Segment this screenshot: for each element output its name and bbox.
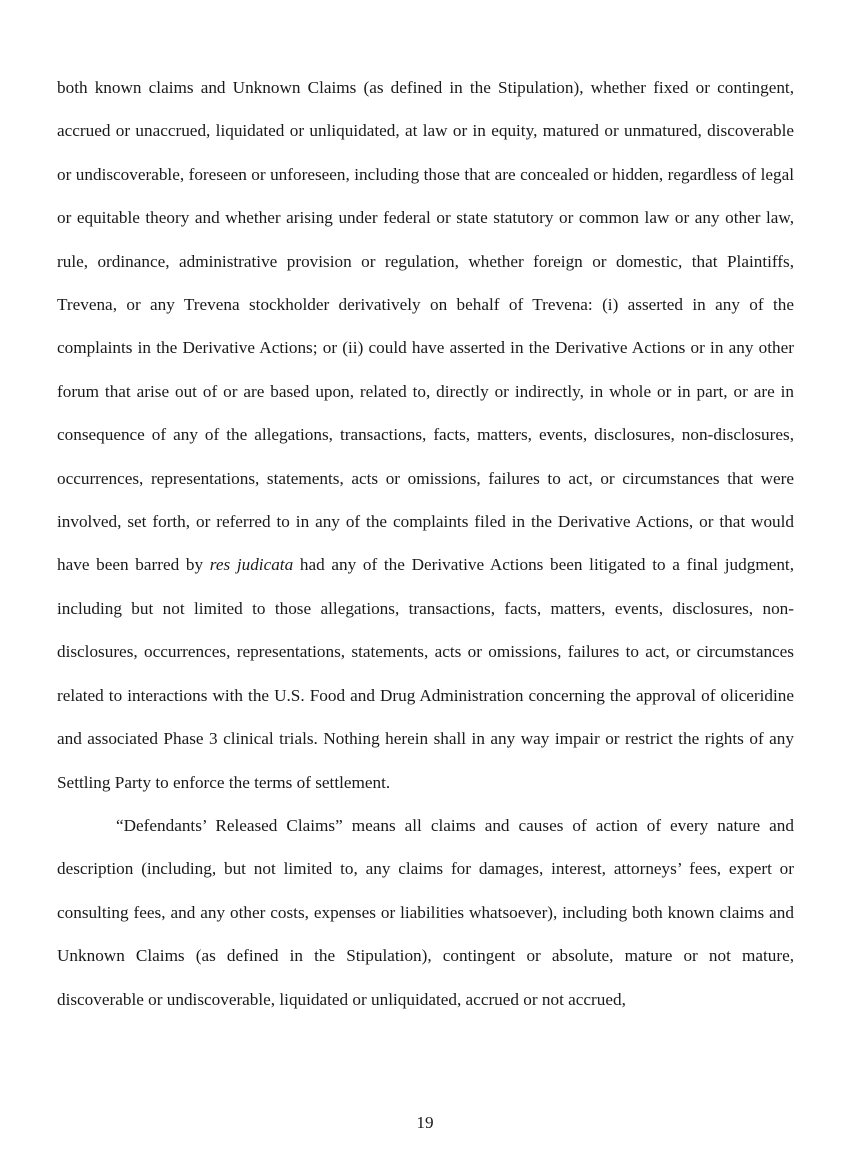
body-text xyxy=(57,66,794,1021)
paragraph-defendants-released-claims: “Defendants’ Released Claims” means all claims and causes of action of every nature and description (including, but not limited to, any claims for damages, interest, attorneys’ fees, expert or consulting fees, and any other costs, expenses or liabilities whatsoever), including both known claims and Unknown Claims (as defined in the Stipulation), contingent or absolute, mature or not mature, discoverable or undiscoverable, liquidated or unliquidated, accrued or not accrued, xyxy=(57,815,794,1009)
paragraph-text-part-1: both known claims and Unknown Claims (as defined in the Stipulation), whether fixed or contingent, accrued or unaccrued, liquidated or unliquidated, at law or in equity, matured or unmatured, discoverable or undiscoverable, foreseen or unforeseen, including those that are concealed or hidden, regardless of legal or equitable theory and whether arising under federal or state statutory or common law or any other law, rule, ordinance, administrative provision or regulation, whether foreign or domestic, that Plaintiffs, Trevena, or any Trevena stockholder derivatively on behalf of Trevena: (i) asserted in any of the complaints in the Derivative Actions; or (ii) could have asserted in the Derivative Actions or in any other forum that arise out of or are based upon, related to, directly or indirectly, in whole or in part, or are in consequence of any of the allegations, transactions, facts, matters, events, disclosures, non-disclosures, occurrences, representations, statements, acts or omissions, failures to act, or circumstances that were involved, set forth, or referred to in any of the complaints filed in the Derivative Actions, or that would have been barred by xyxy=(57,78,794,575)
page-number: 19 xyxy=(416,1113,434,1132)
paragraph-released-claims-continued xyxy=(57,66,794,804)
italic-term-res-judicata: res judicata xyxy=(209,555,294,575)
paragraph-text-part-2: had any of the Derivative Actions been litigated to a final judgment, including but not limited to those allegations, transactions, facts, matters, events, disclosures, non-disclosures, occurrences, representations, statements, acts or omissions, failures to act, or circumstances related to interactions with the U.S. Food and Drug Administration concerning the approval of oliceridine and associated Phase 3 clinical trials. Nothing herein shall in any way impair or restrict the rights of any Settling Party to enforce the terms of settlement. xyxy=(57,555,795,792)
